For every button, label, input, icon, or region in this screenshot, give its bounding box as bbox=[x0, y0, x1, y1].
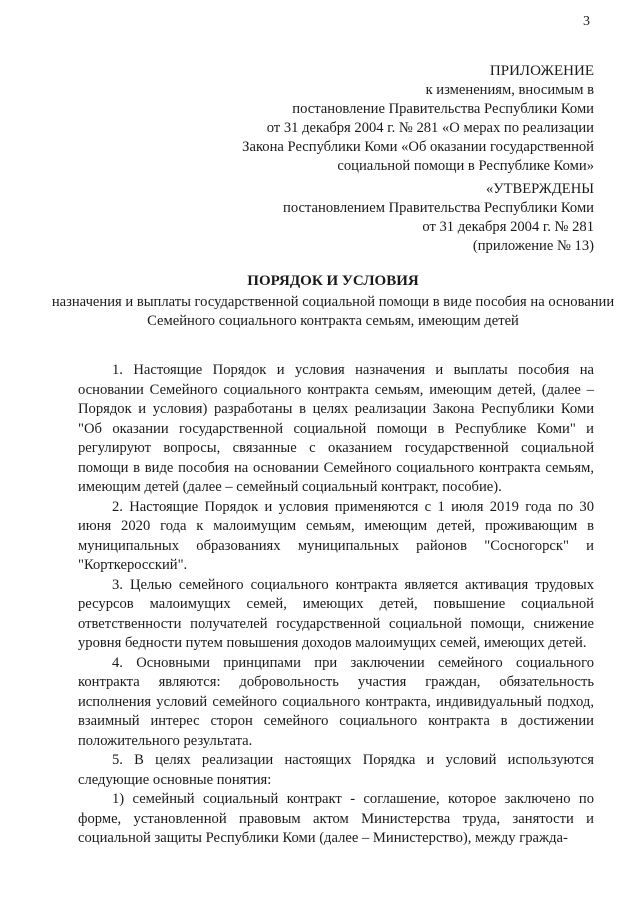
document-body bbox=[78, 361, 594, 849]
appendix-line: Закона Республики Коми «Об оказании государственной bbox=[242, 139, 594, 155]
document-title-block bbox=[50, 272, 616, 331]
paragraph-4: 4. Основными принципами при заключении семейного социального контракта являются: добровольность участия граждан, обязательность исполнения условий семейного социального контракта, индивидуальный подход, взаимный интерес сторон семейного социального контракта в достижении положительного результата. bbox=[78, 654, 594, 749]
appendix-line: социальной помощи в Республике Коми» bbox=[337, 158, 594, 174]
appendix-line: к изменениям, вносимым в bbox=[425, 82, 594, 98]
page-number: 3 bbox=[583, 14, 590, 29]
approved-line: постановлением Правительства Республики Коми bbox=[283, 200, 594, 216]
paragraph-1: 1. Настоящие Порядок и условия назначения и выплаты пособия на основании Семейного социального контракта семьям, имеющим детей, (далее – Порядок и условия) разработаны в целях реализации Закона Республики Коми "Об оказании государственной социальной помощи в Республике Коми" и регулируют вопросы, связанные с оказанием государственной социальной помощи в виде пособия на основании Семейного социального контракта семьям, имеющим детей (далее – семейный социальный контракт, пособие). bbox=[78, 362, 594, 495]
paragraph-2: 2. Настоящие Порядок и условия применяются с 1 июля 2019 года по 30 июня 2020 года к малоимущим семьям, имеющим детей, проживающим в муниципальных образованиях муниципальных районов "Сосногорск" и "Корткеросский". bbox=[78, 498, 594, 573]
approved-block bbox=[174, 180, 594, 256]
paragraph-5-1: 1) семейный социальный контракт - соглашение, которое заключено по форме, установленной правовым актом Министерства труда, занятости и социальной защиты Республики Коми (далее – Министерство), между гражда- bbox=[78, 791, 594, 846]
document-subtitle: назначения и выплаты государственной социальной помощи в виде пособия на основании Семейного социального контракта семьям, имеющим детей bbox=[51, 294, 615, 329]
approved-line: от 31 декабря 2004 г. № 281 bbox=[422, 219, 594, 235]
appendix-heading: ПРИЛОЖЕНИЕ bbox=[489, 63, 594, 79]
appendix-block bbox=[174, 62, 594, 176]
paragraph-3: 3. Целью семейного социального контракта является активация трудовых ресурсов малоимущих семей, имеющих детей, повышение социальной ответственности получателей государственной социальной помощи, снижение уровня бедности путем повышения доходов малоимущих семей, имеющих детей. bbox=[78, 576, 594, 651]
document-title: ПОРЯДОК И УСЛОВИЯ bbox=[247, 273, 419, 289]
approved-line: «УТВЕРЖДЕНЫ bbox=[485, 181, 594, 197]
appendix-line: от 31 декабря 2004 г. № 281 «О мерах по реализации bbox=[266, 120, 594, 136]
paragraph-5: 5. В целях реализации настоящих Порядка и условий используются следующие основные понятия: bbox=[78, 752, 594, 788]
appendix-line: постановление Правительства Республики Коми bbox=[292, 101, 594, 117]
approved-line: (приложение № 13) bbox=[472, 238, 594, 254]
